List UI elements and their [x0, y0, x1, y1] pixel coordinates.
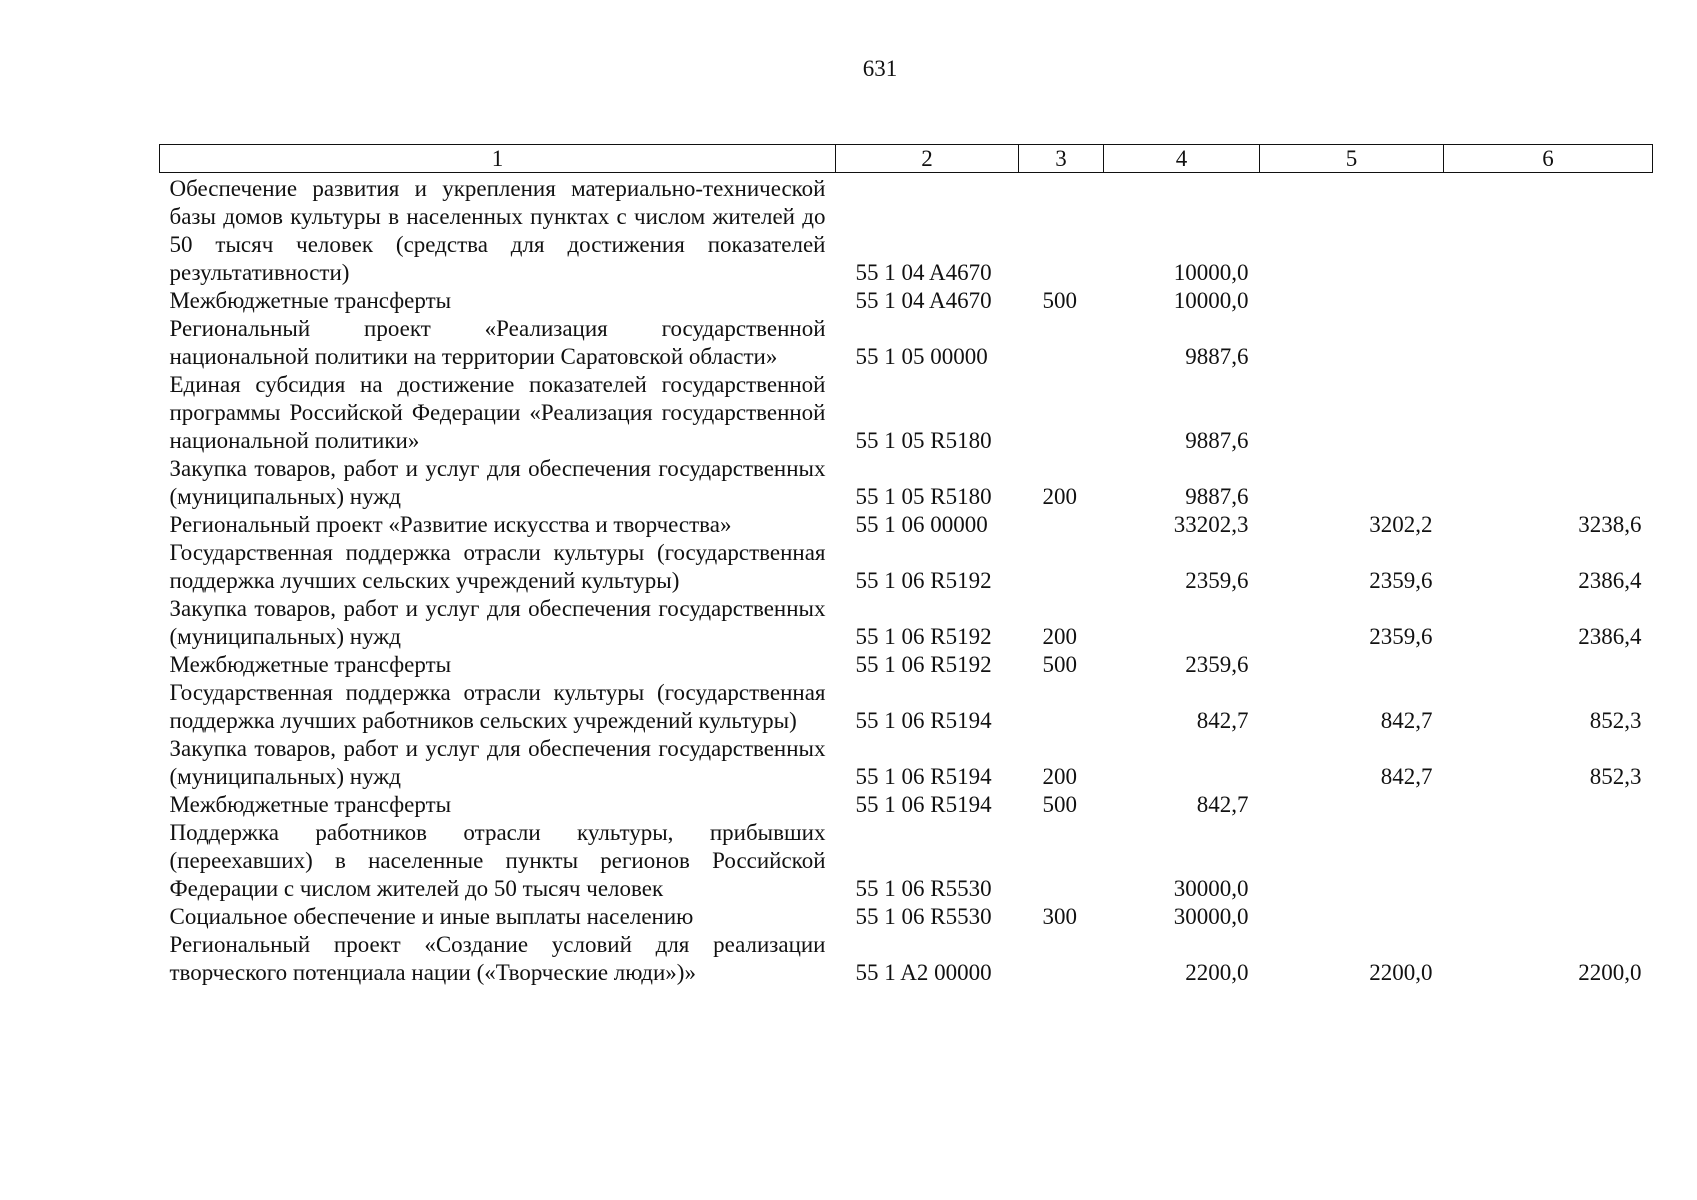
row-value-col6 [1444, 371, 1653, 455]
row-expense-type [1019, 315, 1104, 371]
table-row [160, 539, 1653, 595]
row-name: Обеспечение развития и укрепления материально-технической базы домов культуры в населенных пунктах с числом жителей до 50 тысяч человек (средства для достижения показателей результативности) [169, 176, 826, 285]
row-code: 55 1 06 R5530 [855, 876, 992, 901]
row-name: Единая субсидия на достижение показателей государственной программы Российской Федерации «Реализация государственной национальной политики» [169, 372, 826, 453]
row-code: 55 1 A2 00000 [855, 960, 992, 985]
row-name: Закупка товаров, работ и услуг для обеспечения государственных (муниципальных) нужд [169, 456, 826, 509]
row-value-col4: 9887,6 [1185, 428, 1249, 453]
row-value-col5 [1260, 903, 1444, 931]
row-name: Межбюджетные трансферты [169, 288, 452, 313]
row-name: Государственная поддержка отрасли культуры (государственная поддержка лучших сельских учреждений культуры) [169, 540, 826, 593]
row-value-col5 [1260, 819, 1444, 903]
header-row [160, 145, 1653, 173]
row-value-col5 [1260, 315, 1444, 371]
row-name: Региональный проект «Реализация государственной национальной политики на территории Саратовской области» [169, 316, 826, 369]
row-value-col5: 2359,6 [1369, 624, 1433, 649]
row-value-col5: 2200,0 [1369, 960, 1433, 985]
row-value-col4: 30000,0 [1173, 876, 1249, 901]
row-expense-type: 200 [1042, 624, 1077, 649]
row-value-col5: 3202,2 [1369, 512, 1433, 537]
row-name: Государственная поддержка отрасли культуры (государственная поддержка лучших работников сельских учреждений культуры) [169, 680, 826, 733]
row-expense-type [1019, 819, 1104, 903]
row-value-col5: 842,7 [1380, 708, 1433, 733]
table-row [160, 819, 1653, 903]
row-code: 55 1 06 R5530 [855, 904, 992, 929]
row-value-col4: 9887,6 [1185, 484, 1249, 509]
row-value-col6: 2386,4 [1578, 568, 1642, 593]
row-value-col6 [1444, 455, 1653, 511]
row-expense-type [1019, 173, 1104, 288]
row-value-col6 [1444, 651, 1653, 679]
row-code: 55 1 06 R5194 [855, 792, 992, 817]
row-code: 55 1 06 R5194 [855, 708, 992, 733]
table-header [160, 145, 1653, 173]
row-value-col6: 852,3 [1589, 764, 1642, 789]
row-expense-type: 500 [1042, 652, 1077, 677]
table-row [160, 287, 1653, 315]
table-body [160, 173, 1653, 988]
row-expense-type [1019, 539, 1104, 595]
table-row [160, 931, 1653, 987]
row-expense-type [1019, 931, 1104, 987]
column-header-5: 5 [1260, 145, 1444, 173]
row-value-col6 [1444, 173, 1653, 288]
row-value-col6: 852,3 [1589, 708, 1642, 733]
row-expense-type: 500 [1042, 792, 1077, 817]
row-code: 55 1 06 R5194 [855, 764, 992, 789]
row-expense-type: 200 [1042, 484, 1077, 509]
row-expense-type [1019, 511, 1104, 539]
row-code: 55 1 06 R5192 [855, 568, 992, 593]
table-row [160, 173, 1653, 288]
row-value-col5 [1260, 287, 1444, 315]
budget-table [159, 144, 1653, 987]
row-value-col4: 842,7 [1196, 708, 1249, 733]
row-value-col4: 10000,0 [1173, 288, 1249, 313]
row-value-col6 [1444, 287, 1653, 315]
row-value-col6: 2200,0 [1578, 960, 1642, 985]
table-row [160, 511, 1653, 539]
row-name: Поддержка работников отрасли культуры, прибывших (переехавших) в населенные пункты регионов Российской Федерации с числом жителей до 50 тысяч человек [169, 820, 826, 901]
table-row [160, 735, 1653, 791]
row-value-col4: 10000,0 [1173, 260, 1249, 285]
table-row [160, 455, 1653, 511]
row-name: Межбюджетные трансферты [169, 652, 452, 677]
row-code: 55 1 05 00000 [855, 344, 988, 369]
row-value-col4: 842,7 [1196, 792, 1249, 817]
row-value-col6: 3238,6 [1578, 512, 1642, 537]
table-row [160, 371, 1653, 455]
row-code: 55 1 05 R5180 [855, 484, 992, 509]
row-value-col6 [1444, 315, 1653, 371]
row-name: Закупка товаров, работ и услуг для обеспечения государственных (муниципальных) нужд [169, 596, 826, 649]
row-name: Межбюджетные трансферты [169, 792, 452, 817]
row-value-col4: 2359,6 [1185, 652, 1249, 677]
row-expense-type [1019, 679, 1104, 735]
row-value-col4 [1104, 595, 1260, 651]
row-value-col4 [1104, 735, 1260, 791]
row-expense-type [1019, 371, 1104, 455]
row-value-col6 [1444, 819, 1653, 903]
row-value-col6 [1444, 903, 1653, 931]
row-expense-type: 200 [1042, 764, 1077, 789]
row-name: Региональный проект «Создание условий для реализации творческого потенциала нации («Творческие люди»)» [169, 932, 826, 985]
row-value-col5 [1260, 371, 1444, 455]
row-value-col5 [1260, 791, 1444, 819]
column-header-1: 1 [160, 145, 836, 173]
row-expense-type: 500 [1042, 288, 1077, 313]
row-value-col6: 2386,4 [1578, 624, 1642, 649]
row-code: 55 1 06 R5192 [855, 624, 992, 649]
row-value-col5: 842,7 [1380, 764, 1433, 789]
table-row [160, 791, 1653, 819]
row-value-col4: 33202,3 [1173, 512, 1249, 537]
row-code: 55 1 04 A4670 [855, 288, 992, 313]
page-number: 631 [862, 56, 898, 81]
row-value-col5 [1260, 173, 1444, 288]
table-row [160, 595, 1653, 651]
row-code: 55 1 06 R5192 [855, 652, 992, 677]
table-row [160, 903, 1653, 931]
column-header-4: 4 [1104, 145, 1260, 173]
row-value-col5: 2359,6 [1369, 568, 1433, 593]
column-header-2: 2 [836, 145, 1019, 173]
column-header-3: 3 [1019, 145, 1104, 173]
row-value-col4: 30000,0 [1173, 904, 1249, 929]
row-value-col5 [1260, 455, 1444, 511]
row-expense-type: 300 [1042, 904, 1077, 929]
table-row [160, 679, 1653, 735]
column-header-6: 6 [1444, 145, 1653, 173]
row-name: Социальное обеспечение и иные выплаты населению [169, 904, 694, 929]
table-row [160, 315, 1653, 371]
row-value-col4: 2200,0 [1185, 960, 1249, 985]
row-value-col5 [1260, 651, 1444, 679]
row-code: 55 1 05 R5180 [855, 428, 992, 453]
row-name: Закупка товаров, работ и услуг для обеспечения государственных (муниципальных) нужд [169, 736, 826, 789]
row-name: Региональный проект «Развитие искусства и творчества» [169, 512, 732, 537]
row-value-col6 [1444, 791, 1653, 819]
row-code: 55 1 04 A4670 [855, 260, 992, 285]
row-value-col4: 2359,6 [1185, 568, 1249, 593]
table-row [160, 651, 1653, 679]
row-value-col4: 9887,6 [1185, 344, 1249, 369]
row-code: 55 1 06 00000 [855, 512, 988, 537]
